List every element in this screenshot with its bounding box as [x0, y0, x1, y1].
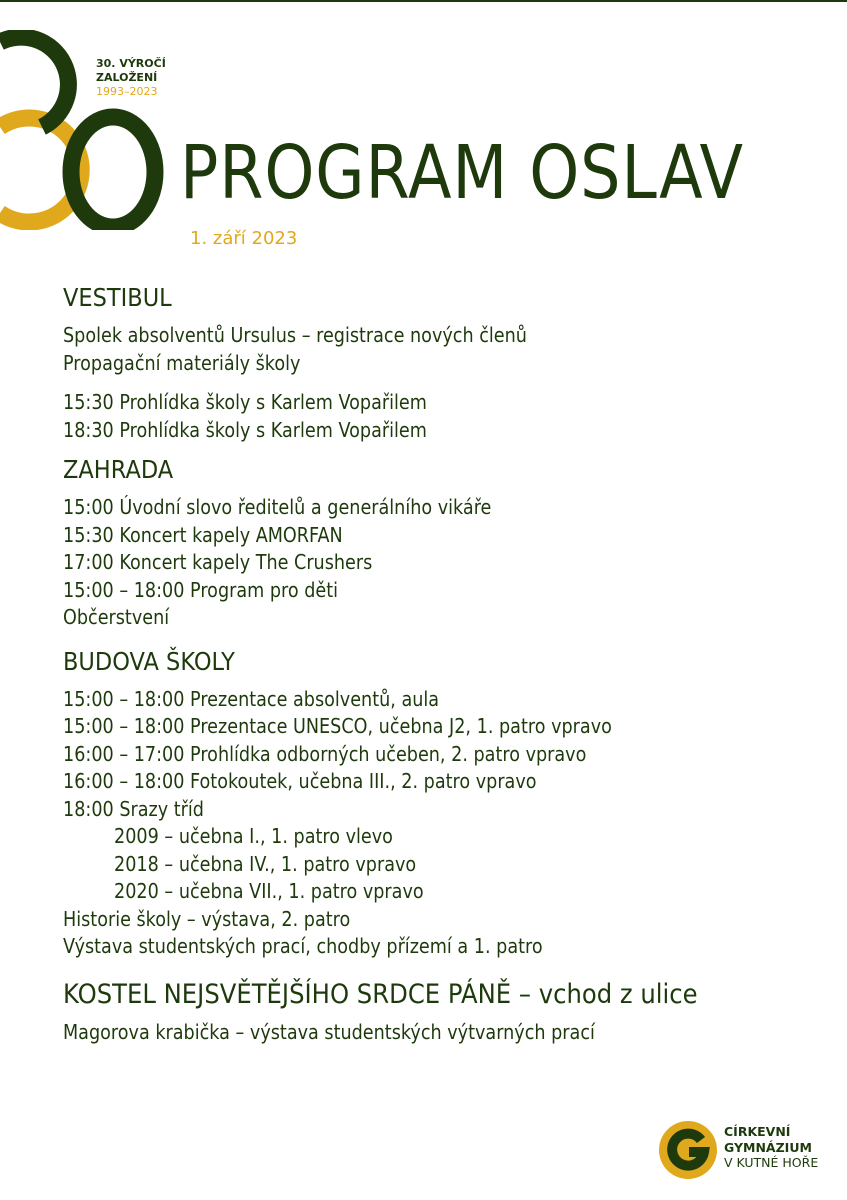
- event-date: 1. září 2023: [190, 228, 298, 249]
- program-line: Historie školy – výstava, 2. patro: [63, 906, 351, 931]
- school-name-line-1: CÍRKEVNÍ: [724, 1124, 791, 1139]
- class-reunion-line: 2009 – učebna I., 1. patro vlevo: [114, 824, 393, 848]
- program-line: 16:00 – 17:00 Prohlídka odborných učeben, 2. patro vpravo: [63, 741, 587, 766]
- section-vestibul: [63, 282, 833, 444]
- school-name-line-3: V KUTNÉ HOŘE: [724, 1155, 819, 1170]
- class-reunion-line: 2020 – učebna VII., 1. patro vpravo: [114, 879, 424, 903]
- program-line: Spolek absolventů Ursulus – registrace nových členů: [63, 323, 527, 347]
- section-zahrada: [63, 454, 833, 632]
- school-name-line-2: GYMNÁZIUM: [724, 1139, 812, 1155]
- class-reunion-line: 2018 – učebna IV., 1. patro vpravo: [114, 851, 417, 876]
- page-title: PROGRAM OSLAV: [180, 130, 744, 216]
- school-name: [724, 1124, 818, 1171]
- anniversary-line-1: 30. VÝROČÍ: [96, 57, 166, 70]
- section-heading: BUDOVA ŠKOLY: [63, 646, 235, 676]
- program-line: 18:30 Prohlídka školy s Karlem Vopařilem: [63, 417, 427, 442]
- program-line: 17:00 Koncert kapely The Crushers: [63, 550, 373, 574]
- section-heading: KOSTEL NEJSVĚTĚJŠÍHO SRDCE PÁNĚ – vchod z ulice: [63, 978, 698, 1010]
- program-content: [63, 282, 833, 1046]
- top-rule: [0, 0, 847, 2]
- anniversary-years: 1993–2023: [96, 85, 158, 98]
- anniversary-line-2: ZALOŽENÍ: [96, 71, 158, 84]
- section-budova-skoly: [63, 646, 833, 961]
- program-line: Propagační materiály školy: [63, 350, 301, 375]
- program-line: Občerstvení: [63, 605, 170, 629]
- program-line: 15:00 – 18:00 Prezentace absolventů, aula: [63, 686, 440, 711]
- program-line: 15:00 – 18:00 Prezentace UNESCO, učebna J2, 1. patro vpravo: [63, 714, 612, 738]
- program-line: Výstava studentských prací, chodby přízemí a 1. patro: [63, 934, 543, 958]
- program-line: 16:00 – 18:00 Fotokoutek, učebna III., 2. patro vpravo: [63, 769, 537, 793]
- program-line: 15:00 Úvodní slovo ředitelů a generálního vikáře: [63, 495, 492, 519]
- anniversary-caption: [96, 57, 166, 99]
- program-line: Magorova krabička – výstava studentských výtvarných prací: [63, 1019, 595, 1044]
- section-heading: VESTIBUL: [63, 283, 172, 312]
- program-line: 18:00 Srazy tříd: [63, 796, 204, 821]
- gymnazium-g-logo: [658, 1120, 718, 1180]
- program-line: 15:00 – 18:00 Program pro děti: [63, 577, 339, 602]
- program-line: 15:30 Prohlídka školy s Karlem Vopařilem: [63, 390, 427, 414]
- program-line: 15:30 Koncert kapely AMORFAN: [63, 522, 343, 547]
- section-kostel: [63, 979, 833, 1047]
- section-heading: ZAHRADA: [63, 455, 174, 484]
